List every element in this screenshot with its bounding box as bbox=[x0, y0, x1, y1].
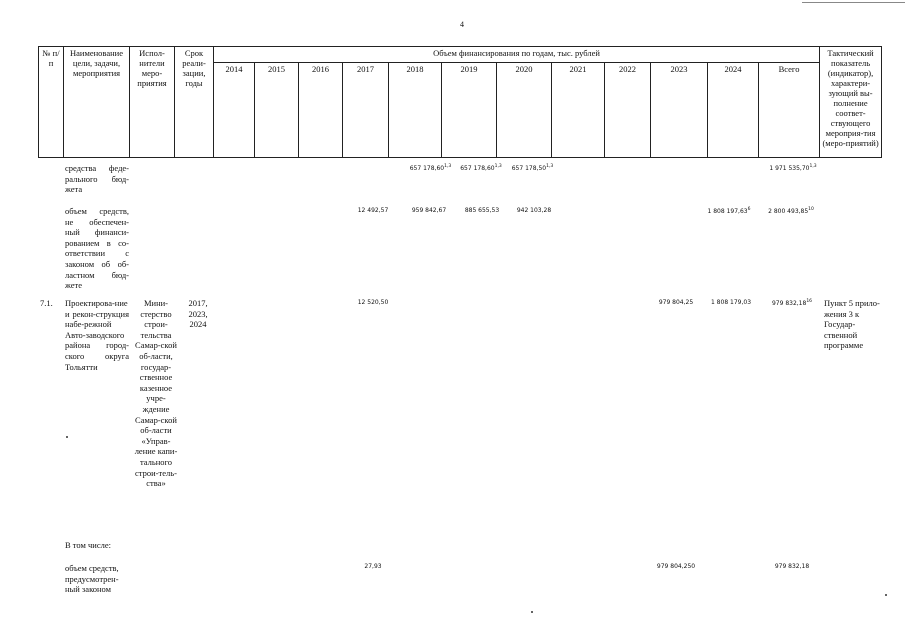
value-2018: 657 178,60$^{1,3}$ bbox=[409, 164, 452, 172]
header-executors: Испол-нители меро-приятия bbox=[130, 47, 175, 158]
header-year: 2016 bbox=[299, 63, 343, 158]
scan-speck bbox=[531, 611, 533, 613]
header-year-total: Всего bbox=[759, 63, 820, 158]
scan-speck bbox=[885, 594, 887, 596]
value-total: 1 971 535,70$^{1,3}$ bbox=[769, 164, 817, 172]
header-year: 2019 bbox=[442, 63, 497, 158]
header-year: 2014 bbox=[214, 63, 255, 158]
value-total: 979 832,18 bbox=[774, 563, 810, 570]
header-indicator: Тактический показатель (индикатор), характери-зующий вы-полнение соответ-ствующего мероприя-тия (меро-приятий) bbox=[820, 47, 882, 158]
header-year: 2024 bbox=[708, 63, 759, 158]
page-number: 4 bbox=[460, 20, 464, 29]
row-name: В том числе: bbox=[65, 540, 111, 550]
row-name: объем средств, предусмотрен-ный законом bbox=[65, 563, 119, 595]
value-2017: 12 520,50 bbox=[357, 299, 389, 306]
value-2024: 1 808 197,63$^6$ bbox=[707, 207, 751, 215]
top-rule bbox=[802, 2, 905, 3]
header-name: Наименование цели, задачи, мероприятия bbox=[64, 47, 130, 158]
scan-speck bbox=[66, 436, 68, 438]
funding-table-header bbox=[38, 46, 882, 158]
row-period: 2017, 2023, 2024 bbox=[188, 298, 208, 330]
value-2018: 959 842,67 bbox=[411, 207, 447, 214]
value-total: 979 832,18$^{16}$ bbox=[771, 299, 813, 307]
value-total: 2 800 493,85$^{10}$ bbox=[768, 207, 814, 215]
header-year: 2020 bbox=[497, 63, 552, 158]
value-2017: 27,93 bbox=[364, 563, 382, 570]
row-executors: Мини-стерство строи-тельства Самар-ской об-ласти, государ-ственное казенное учре-ждение Самар-ской об-ласти «Управ-ление капи-тального строи-тель-ства» bbox=[134, 298, 178, 489]
header-year: 2022 bbox=[605, 63, 651, 158]
value-2019: 657 178,60$^{1,3}$ bbox=[460, 164, 502, 172]
header-year: 2023 bbox=[651, 63, 708, 158]
header-year: 2018 bbox=[389, 63, 442, 158]
value-2019: 885 655,53 bbox=[464, 207, 500, 214]
table-body bbox=[38, 163, 881, 633]
header-period: Срок реали-зации, годы bbox=[175, 47, 214, 158]
row-indicator: Пункт 5 прило-жения 3 к Государ-ственной программе bbox=[824, 298, 880, 351]
value-2023: 979 804,25 bbox=[658, 299, 694, 306]
row-name: Проектирова-ние и рекон-струкция набе-режной Авто-заводского района город-ского округа Тольятти bbox=[65, 298, 129, 372]
header-year: 2017 bbox=[343, 63, 389, 158]
header-funding: Объем финансирования по годам, тыс. рублей bbox=[214, 47, 820, 63]
row-name: средства феде-рального бюд-жета bbox=[65, 163, 129, 195]
header-year: 2015 bbox=[255, 63, 299, 158]
value-2024: 1 808 179,03 bbox=[710, 299, 752, 306]
value-2023: 979 804,250 bbox=[656, 563, 696, 570]
value-2020: 657 178,50$^{1,3}$ bbox=[511, 164, 554, 172]
value-2020: 942 103,28 bbox=[516, 207, 552, 214]
value-2017: 12 492,57 bbox=[357, 207, 389, 214]
header-year: 2021 bbox=[552, 63, 605, 158]
header-num: № п/п bbox=[39, 47, 64, 158]
row-name: объем средств, не обеспечен-ный финанси-рованием в со-ответствии с законом об об-ластном бюд-жете bbox=[65, 206, 129, 291]
row-number: 7.1. bbox=[40, 298, 53, 308]
